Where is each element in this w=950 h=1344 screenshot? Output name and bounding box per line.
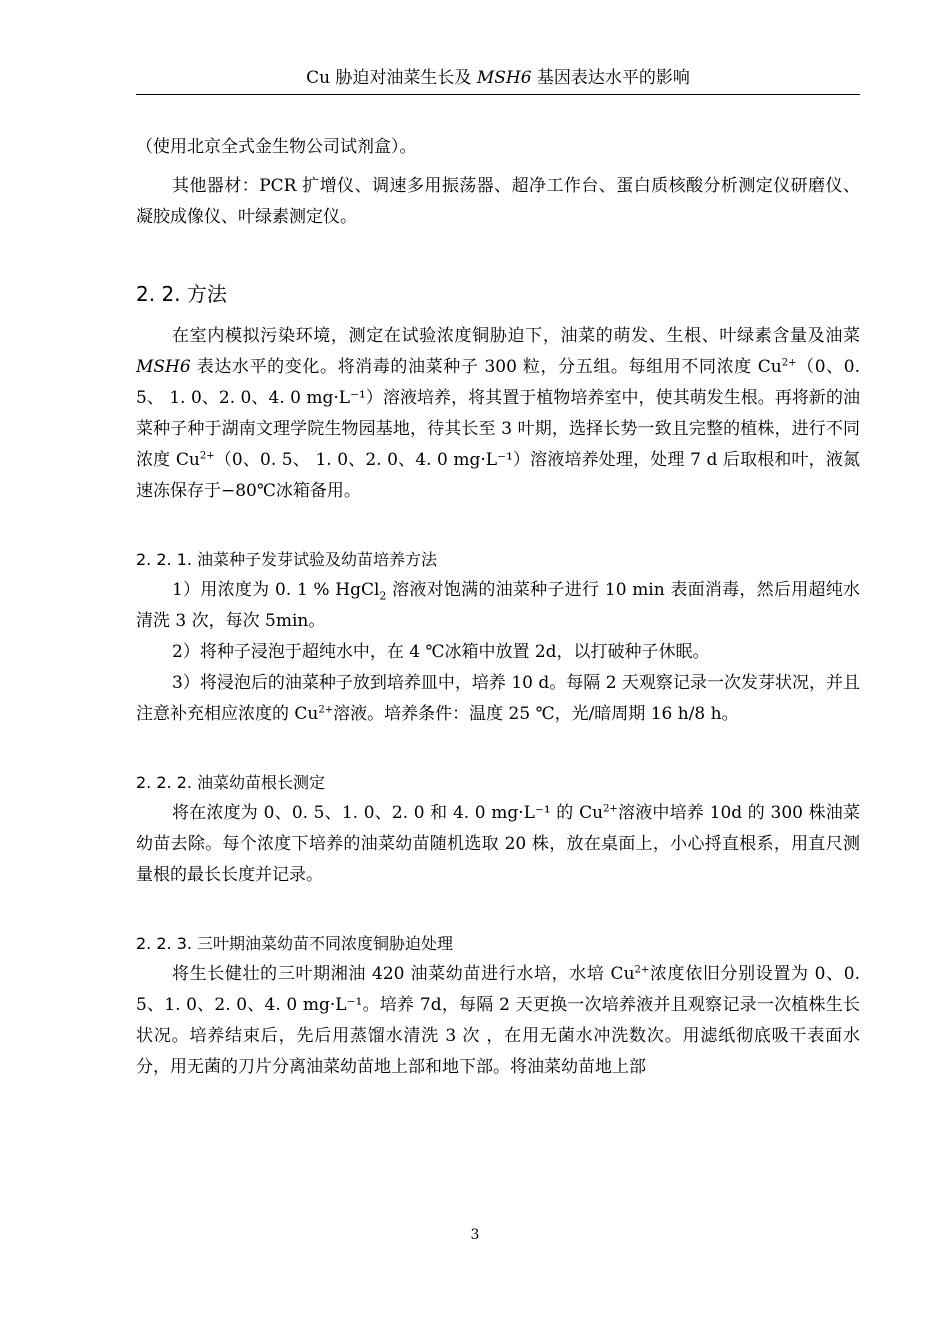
step3-text-b: 溶液。培养条件：温度 25 ℃，光/暗周期 16 h/8 h。 [333,704,739,724]
methods-text-b: 表达水平的变化。将消毒的油菜种子 300 粒，分五组。每组用不同浓度 Cu [190,357,782,377]
root-length-paragraph [136,798,860,891]
methods-text-c: （0、0. 5、 1. 0、2. 0、4. 0 mg·L⁻¹）溶液培养，将其置于植物培养室中，使其萌发生根。再将新的油菜种子种于湖南文理学院生物园基地，待其长至 3 叶期，选择长势一致且完整的植株，进行不同浓度 Cu [136,357,860,470]
section-heading-2-2-3: 2. 2. 3. 三叶期油菜幼苗不同浓度铜胁迫处理 [136,934,454,953]
step3-sup: 2+ [318,704,334,716]
methods-sup-2: 2+ [199,450,215,462]
root-text-b: 溶液中培养 10d 的 300 株油菜幼苗去除。每个浓度下培养的油菜幼苗随机选取 20 株，放在桌面上，小心捋直根系，用直尺测量根的最长长度并记录。 [136,803,861,885]
stress-text-b: 浓度依旧分别设置为 0、0. 5、1. 0、2. 0、4. 0 mg·L⁻¹。培养 7d，每隔 2 天更换一次培养液并且观察记录一次植株生长状况。培养结束后，先后用蒸馏水清洗 3 次 ，在用无菌水冲洗数次。用滤纸彻底吸干表面水分，用无菌的刀片分离油菜幼苗地上部和地下部。将油菜幼苗地上部 [136,964,860,1077]
methods-text-a: 在室内模拟污染环境，测定在试验浓度铜胁迫下，油菜的萌发、生根、叶绿素含量及油菜 [172,326,860,346]
section-heading-2-2-1: 2. 2. 1. 油菜种子发芽试验及幼苗培养方法 [136,550,438,569]
stress-treatment-paragraph [136,959,860,1083]
page-number: 3 [470,1227,480,1243]
header-title-part1: Cu 胁迫对油菜生长及 [306,68,477,88]
germination-step-1 [136,575,860,637]
section-heading-2-2: 2. 2. 方法 [136,282,227,306]
methods-text-d: （0、0. 5、 1. 0、2. 0、4. 0 mg·L⁻¹）溶液培养处理，处理 7 d 后取根和叶，液氮速冻保存于−80℃冰箱备用。 [136,450,860,501]
methods-sup-1: 2+ [781,357,797,369]
stress-text-a: 将生长健壮的三叶期湘油 420 油菜幼苗进行水培，水培 Cu [172,964,635,984]
stress-sup: 2+ [634,964,650,976]
running-header [136,66,860,90]
page-body [136,132,860,1083]
germination-step-3 [136,668,860,730]
step1-text-a: 1）用浓度为 0. 1 % HgCl [172,580,380,600]
root-sup: 2+ [603,803,618,815]
header-rule [136,94,860,95]
materials-line-1: （使用北京全式金生物公司试剂盒）。 [136,137,417,157]
root-text-a: 将在浓度为 0、0. 5、1. 0、2. 0 和 4. 0 mg·L⁻¹ 的 Cu [172,803,604,823]
section-heading-2-2-2: 2. 2. 2. 油菜幼苗根长测定 [136,773,326,792]
step1-sub: 2 [379,589,387,603]
header-title-part2: 基因表达水平的影响 [531,68,690,88]
methods-paragraph [136,321,860,507]
materials-line-2: 其他器材：PCR 扩增仪、调速多用振荡器、超净工作台、蛋白质核酸分析测定仪研磨仪、凝胶成像仪、叶绿素测定仪。 [136,176,860,227]
methods-gene: MSH6 [136,357,191,377]
header-title-gene: MSH6 [476,68,532,88]
germination-step-2: 2）将种子浸泡于超纯水中，在 4 ℃冰箱中放置 2d，以打破种子休眠。 [172,642,710,662]
step3-text-a: 3）将浸泡后的油菜种子放到培养皿中，培养 10 d。每隔 2 天观察记录一次发芽状况，并且注意补充相应浓度的 Cu [136,673,860,724]
step1-text-b: 溶液对饱满的油菜种子进行 10 min 表面消毒，然后用超纯水清洗 3 次，每次 5min。 [136,580,860,631]
